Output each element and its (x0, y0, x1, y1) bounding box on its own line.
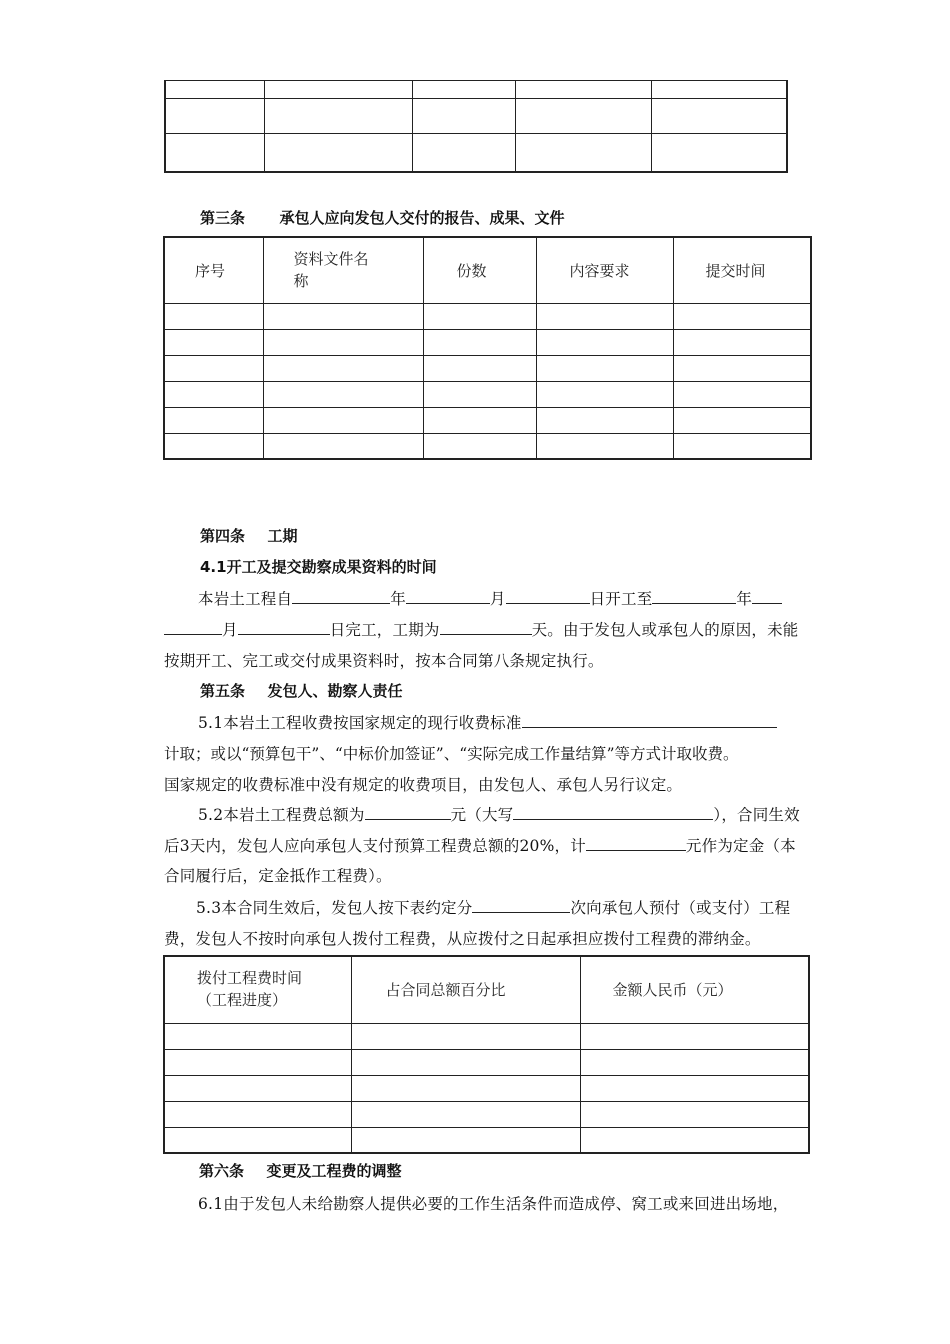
section5-title: 发包人、勘察人责任 (267, 682, 403, 700)
blank-fee-standard (522, 713, 777, 728)
table-row (164, 1023, 809, 1049)
header-payment-time: 拨付工程费时间 （工程进度） (164, 956, 351, 1023)
payment-schedule-table (163, 955, 810, 1154)
section5-number: 第五条 (200, 682, 246, 700)
table-row (164, 1127, 809, 1153)
header-content: 内容要求 (536, 237, 673, 303)
section5-p1-line1: 5.1本岩土工程收费按国家规定的现行收费标准 (198, 711, 777, 733)
section6-heading (199, 1160, 402, 1181)
blank-end-month (164, 620, 222, 635)
section5-p2-line2: 后3天内，发包人应向承包人支付预算工程费总额的20%，计 元作为定金（本 (164, 837, 796, 855)
section4-heading (200, 525, 298, 546)
top-continuation-table (164, 80, 788, 173)
section5-p3-line1: 5.3本合同生效后，发包人按下表约定分 次向承包人预付（或支付）工程 (196, 899, 791, 917)
table-row (164, 407, 811, 433)
section6-title: 变更及工程费的调整 (266, 1162, 402, 1180)
header-submit-time: 提交时间 (673, 237, 811, 303)
blank-installments (472, 898, 570, 913)
section3-title: 承包人应向发包人交付的报告、成果、文件 (279, 209, 565, 227)
header-percentage: 占合同总额百分比 (351, 956, 580, 1023)
table-row (164, 381, 811, 407)
section5-p2-line3: 合同履行后，定金抵作工程费）。 (164, 867, 392, 885)
section4-line3: 按期开工、完工或交付成果资料时，按本合同第八条规定执行。 (164, 652, 604, 670)
table-row (165, 134, 787, 172)
blank-start-day (506, 589, 590, 604)
table-row (164, 1075, 809, 1101)
table-row (165, 99, 787, 134)
table-row (164, 329, 811, 355)
table-row (164, 303, 811, 329)
section4-title: 工期 (267, 527, 298, 545)
section6-number: 第六条 (199, 1162, 245, 1180)
section6-p1: 6.1由于发包人未给勘察人提供必要的工作生活条件而造成停、窝工或来回进出场地， (198, 1195, 789, 1213)
table-row (164, 1049, 809, 1075)
blank-total-fee-words (513, 805, 713, 820)
section4-subheading: 4.1开工及提交勘察成果资料的时间 (200, 558, 437, 576)
blank-deposit (586, 836, 686, 851)
section5-p1-line3: 国家规定的收费标准中没有规定的收费项目，由发包人、承包人另行议定。 (164, 776, 683, 794)
section3-heading (200, 207, 565, 228)
blank-end-year (652, 589, 736, 604)
blank-total-fee (365, 805, 451, 820)
header-amount: 金额人民币（元） (580, 956, 809, 1023)
table-row (164, 355, 811, 381)
section3-number: 第三条 (200, 209, 246, 227)
blank-end-day (238, 620, 330, 635)
blank-start-year (292, 589, 390, 604)
section4-line2: 月 日完工，工期为 天。由于发包人或承包人的原因，未能 (164, 618, 799, 640)
table-header-row (164, 237, 811, 303)
deliverables-table (163, 236, 812, 460)
section5-p2-line1: 5.2本岩土工程费总额为 元（大写 ），合同生效 (198, 806, 800, 824)
blank-duration (440, 620, 532, 635)
header-doc-name: 资料文件名 称 (263, 237, 423, 303)
table-header-row (164, 956, 809, 1023)
blank-start-month (406, 589, 490, 604)
header-seq: 序号 (164, 237, 263, 303)
section5-p1-line2: 计取；或以“预算包干”、“中标价加签证”、“实际完成工作量结算”等方式计取收费。 (164, 745, 739, 763)
section4-line1: 本岩土工程自 年 月 日开工至 年 (198, 587, 782, 609)
table-row (165, 81, 787, 99)
table-row (164, 433, 811, 459)
section5-p3-line2: 费，发包人不按时向承包人拨付工程费，从应拨付之日起承担应拨付工程费的滞纳金。 (164, 930, 761, 948)
table-row (164, 1101, 809, 1127)
section4-number: 第四条 (200, 527, 246, 545)
section5-heading (200, 680, 403, 701)
header-copies: 份数 (423, 237, 536, 303)
